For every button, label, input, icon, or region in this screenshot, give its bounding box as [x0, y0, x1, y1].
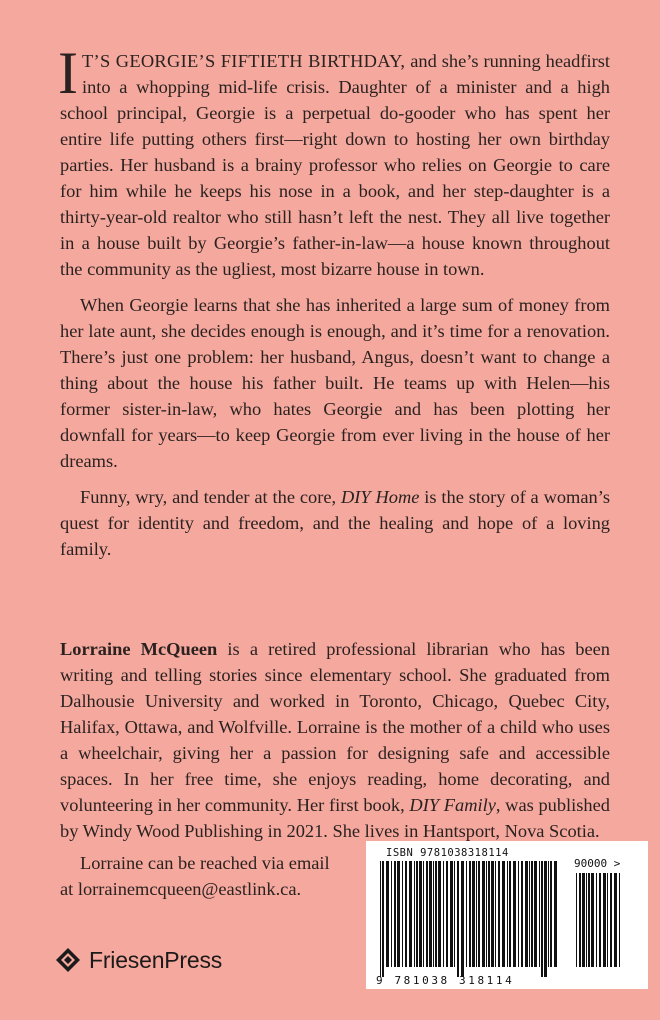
blurb-paragraph-3	[60, 484, 610, 562]
author-bio	[60, 636, 610, 854]
friesenpress-diamond-logo-icon	[55, 947, 81, 973]
author-bio-paragraph	[60, 636, 610, 844]
author-contact	[60, 850, 360, 902]
contact-email: at lorrainemcqueen@eastlink.ca.	[60, 879, 302, 899]
author-bio-tail: , was published by Windy Wood Publishing in 2021. She lives in Hantsport, Nova Scotia.	[60, 795, 610, 841]
isbn-barcode	[366, 841, 648, 989]
price-addon-barcode-bars	[574, 873, 624, 977]
drop-cap: I	[58, 40, 78, 106]
price-code: 90000 >	[574, 857, 621, 870]
book-title-reference: DIY Home	[340, 487, 420, 507]
blurb-paragraph-1-text: and she’s running headfirst into a whopping mid-life crisis. Daughter of a minister and a high school principal, Georgie is a perpetual do-gooder who has spent her entire life putting others first—right down to hosting her own birthday parties. Her husband is a brainy professor who relies on Georgie to care for him while he keeps his nose in a book, and her step-daughter is a thirty-year-old realtor who still hasn’t left the nest. They all live together in a house built by Georgie’s father-in-law—a house known throughout the community as the ugliest, most bizarre house in town.	[60, 51, 610, 279]
blurb-paragraph-1	[58, 40, 610, 282]
publisher-name: FriesenPress	[89, 946, 223, 973]
isbn-label: ISBN 9781038318114	[386, 847, 509, 859]
barcode-digits: 9 781038 318114	[376, 974, 515, 987]
previous-book-title: DIY Family	[409, 795, 496, 815]
author-name: Lorraine McQueen	[60, 639, 218, 659]
blurb-paragraph-3-tail: is the story of a woman’s quest for identity and freedom, and the healing and hope of a loving family.	[60, 487, 610, 559]
blurb-opening-caps: T’S GEORGIE’S FIFTIETH BIRTHDAY,	[81, 51, 406, 71]
blurb-paragraph-2: When Georgie learns that she has inherited a large sum of money from her late aunt, she decides enough is enough, and it’s time for a renovation. There’s just one problem: her husband, Angus, doesn’t want to change a thing about the house his father built. He teams up with Helen—his former sister-in-law, who hates Georgie and has been plotting her downfall for years—to keep Georgie from ever living in the house of her dreams.	[60, 295, 610, 471]
ean-barcode-bars	[378, 861, 560, 977]
book-blurb	[58, 40, 610, 572]
blurb-paragraph-3-lead: Funny, wry, and tender at the core,	[80, 487, 341, 507]
contact-line-1: Lorraine can be reached via email	[80, 853, 330, 873]
publisher-imprint	[55, 940, 222, 980]
author-bio-text: is a retired professional librarian who has been writing and telling stories since elementary school. She graduated from Dalhousie University and worked in Toronto, Chicago, Quebec City, Halifax, Ottawa, and Wolfville. Lorraine is the mother of a child who uses a wheelchair, giving her a passion for designing safe and accessible spaces. In her free time, she enjoys reading, home decorating, and volunteering in her community. Her first book,	[60, 639, 610, 815]
